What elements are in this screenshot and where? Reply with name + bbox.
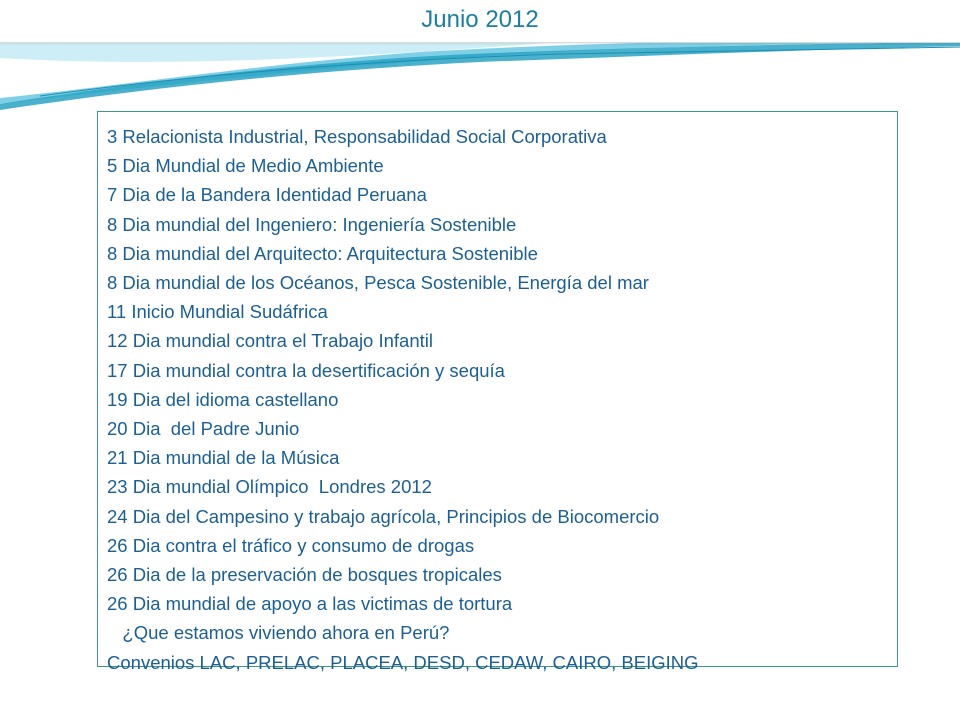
page-title: Junio 2012 xyxy=(421,6,539,33)
list-item: ¿Que estamos viviendo ahora en Perú? xyxy=(107,622,450,644)
list-item: 3 Relacionista Industrial, Responsabilidad Social Corporativa xyxy=(107,126,607,147)
event-list xyxy=(98,112,897,677)
list-item: 26 Dia mundial de apoyo a las victimas de tortura xyxy=(107,593,513,615)
list-item: 24 Dia del Campesino y trabajo agrícola, Principios de Biocomercio xyxy=(107,505,660,527)
list-item: 12 Dia mundial contra el Trabajo Infantil xyxy=(107,330,433,352)
list-item: 7 Dia de la Bandera Identidad Peruana xyxy=(107,184,427,206)
list-item: 17 Dia mundial contra la desertificación y sequía xyxy=(107,359,505,381)
list-item: 20 Dia del Padre Junio xyxy=(107,418,300,440)
list-item: 21 Dia mundial de la Música xyxy=(107,447,340,469)
list-item: 23 Dia mundial Olímpico Londres 2012 xyxy=(107,476,432,498)
list-item: 8 Dia mundial de los Océanos, Pesca Sostenible, Energía del mar xyxy=(107,272,649,294)
events-box xyxy=(97,111,898,673)
list-item: 26 Dia contra el tráfico y consumo de drogas xyxy=(107,534,475,556)
list-item: 11 Inicio Mundial Sudáfrica xyxy=(107,301,328,323)
list-item: 5 Dia Mundial de Medio Ambiente xyxy=(107,155,384,177)
header-bar xyxy=(0,0,960,43)
list-item: 8 Dia mundial del Arquitecto: Arquitectura Sostenible xyxy=(107,242,538,264)
list-item: 19 Dia del idioma castellano xyxy=(107,388,339,410)
list-item: 8 Dia mundial del Ingeniero: Ingeniería Sostenible xyxy=(107,213,517,235)
list-item: Convenios LAC, PRELAC, PLACEA, DESD, CEDAW, CAIRO, BEIGING xyxy=(107,651,699,673)
list-item: 26 Dia de la preservación de bosques tropicales xyxy=(107,564,502,586)
